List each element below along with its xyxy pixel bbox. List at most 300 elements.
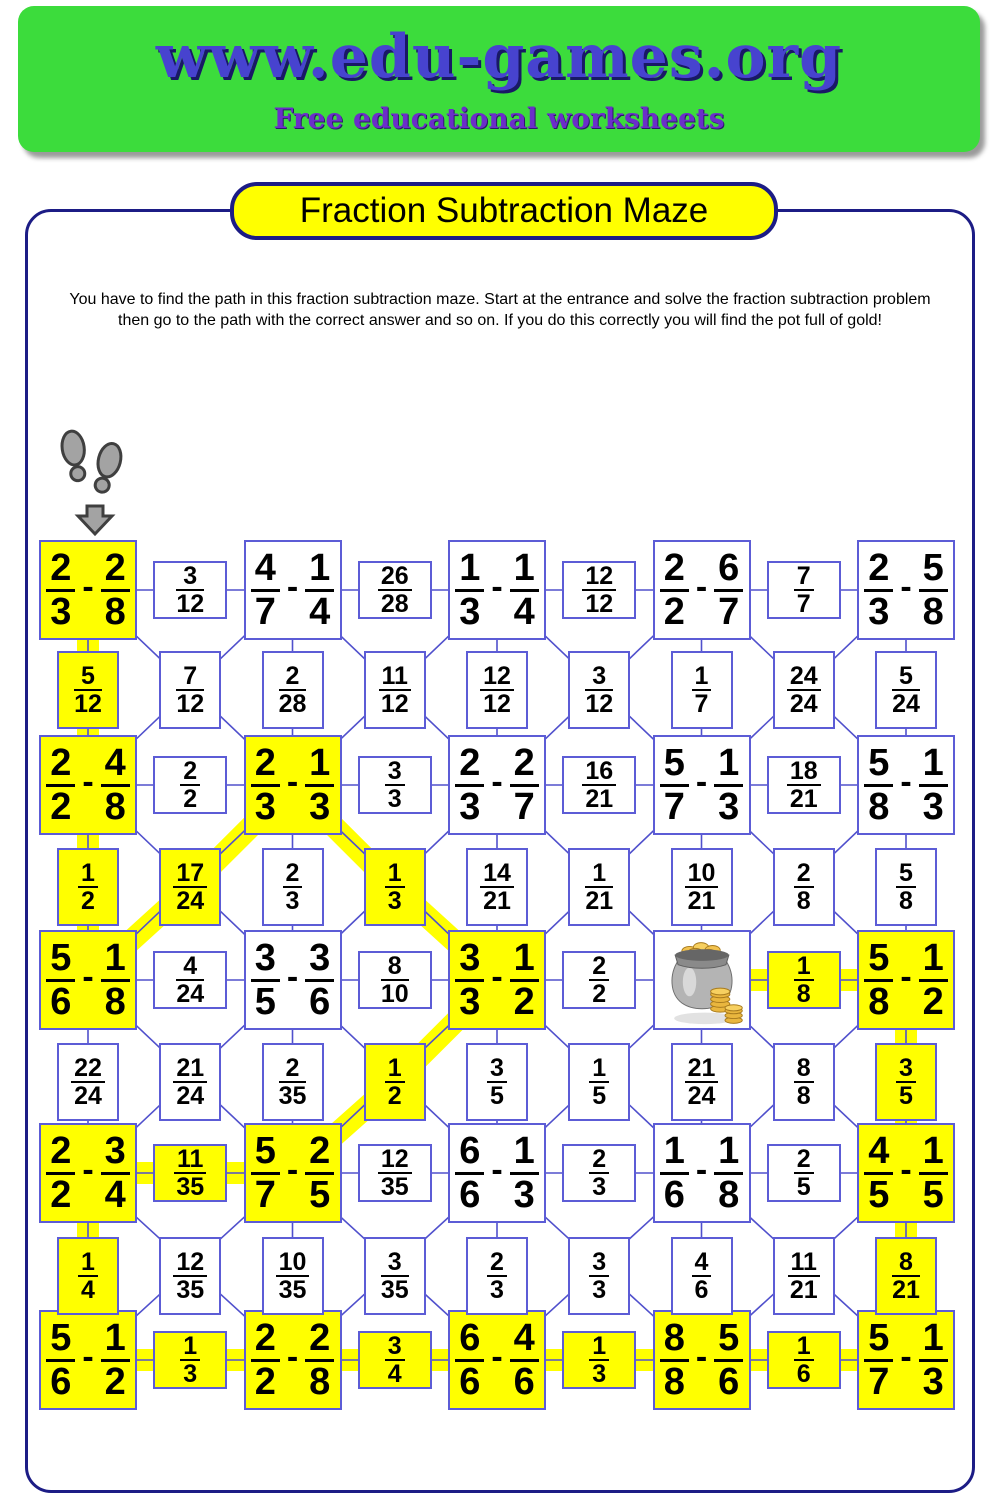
problem-box: [653, 735, 751, 835]
fraction-numerator: 2: [660, 548, 689, 591]
vertical-answer-box: [773, 848, 835, 926]
horizontal-answer-box: [358, 1144, 432, 1202]
fraction: [787, 663, 821, 718]
fraction-denominator: 6: [718, 1360, 740, 1403]
fraction-denominator: 3: [387, 785, 402, 813]
fraction-numerator: 4: [864, 1131, 893, 1174]
fraction: [385, 1333, 405, 1388]
vertical-answer-box: [773, 1237, 835, 1315]
horizontal-answer-box: [358, 561, 432, 619]
fraction: [589, 1249, 609, 1304]
fraction: [176, 953, 204, 1008]
vertical-answer-box: [466, 848, 528, 926]
minus-sign: -: [900, 567, 912, 606]
fraction-numerator: 3: [101, 1131, 130, 1174]
fraction-numerator: 18: [787, 758, 821, 787]
fraction-numerator: 2: [283, 860, 303, 889]
fraction: [510, 1318, 539, 1402]
fraction-numerator: 3: [251, 938, 280, 981]
fraction: [794, 860, 814, 915]
vertical-answer-box: [773, 1043, 835, 1121]
fraction-denominator: 4: [513, 590, 535, 633]
vertical-answer-box: [364, 1237, 426, 1315]
fraction-numerator: 8: [381, 953, 409, 982]
fraction: [589, 953, 609, 1008]
fraction-denominator: 2: [592, 980, 607, 1008]
fraction: [385, 1055, 405, 1110]
fraction: [788, 1249, 820, 1304]
fraction: [896, 1055, 916, 1110]
fraction-numerator: 22: [71, 1055, 105, 1084]
minus-sign: -: [491, 1150, 503, 1189]
minus-sign: -: [286, 1150, 299, 1189]
fraction-numerator: 1: [589, 1055, 609, 1084]
fraction-numerator: 1: [714, 1131, 743, 1174]
instructions-text: You have to find the path in this fraction subtraction maze. Start at the entrance and solve the fraction subtraction problem then go to the path with the correct answer and so on. If you do this correctly you will find the pot full of gold!: [69, 291, 931, 330]
fraction-numerator: 4: [101, 743, 130, 786]
fraction-numerator: 8: [794, 1055, 814, 1084]
problem-box: [448, 1123, 546, 1223]
fraction-numerator: 12: [480, 663, 514, 692]
fraction-denominator: 8: [663, 1360, 685, 1403]
fraction-denominator: 12: [585, 690, 614, 718]
fraction: [251, 1131, 280, 1215]
fraction: [305, 1318, 334, 1402]
fraction-denominator: 6: [50, 980, 72, 1023]
fraction: [480, 663, 514, 718]
fraction-denominator: 2: [50, 785, 72, 828]
vertical-answer-box: [364, 651, 426, 729]
fraction-numerator: 4: [692, 1249, 712, 1278]
fraction: [892, 663, 920, 718]
minus-sign: -: [695, 567, 708, 606]
problem-box: [39, 540, 137, 640]
problem-box: [653, 1310, 751, 1410]
horizontal-answer-box: [562, 1144, 636, 1202]
vertical-answer-box: [57, 1237, 119, 1315]
fraction-numerator: 3: [381, 1249, 409, 1278]
fraction-denominator: 35: [176, 1276, 205, 1304]
fraction-numerator: 7: [176, 663, 204, 692]
minus-sign: -: [491, 762, 503, 801]
fraction-numerator: 2: [589, 953, 609, 982]
fraction: [305, 1131, 334, 1215]
fraction-denominator: 5: [922, 1173, 944, 1216]
fraction-denominator: 3: [50, 590, 72, 633]
fraction-denominator: 6: [513, 1360, 535, 1403]
fraction: [794, 1055, 814, 1110]
fraction-denominator: 12: [585, 590, 614, 618]
fraction-numerator: 1: [510, 938, 539, 981]
fraction-numerator: 2: [46, 1131, 75, 1174]
fraction-denominator: 7: [663, 785, 685, 828]
fraction-denominator: 24: [789, 690, 818, 718]
horizontal-answer-box: [562, 561, 636, 619]
fraction-numerator: 12: [582, 563, 616, 592]
fraction-numerator: 1: [455, 548, 484, 591]
fraction: [455, 743, 484, 827]
fraction-numerator: 4: [251, 548, 280, 591]
fraction-denominator: 12: [483, 690, 511, 718]
fraction-numerator: 5: [864, 1318, 893, 1361]
fraction-denominator: 12: [380, 690, 409, 718]
fraction: [487, 1249, 507, 1304]
minus-sign: -: [286, 567, 299, 606]
fraction-denominator: 6: [309, 980, 331, 1023]
fraction-numerator: 1: [101, 1318, 130, 1361]
fraction: [46, 938, 75, 1022]
vertical-answer-box: [875, 1237, 937, 1315]
fraction-numerator: 1: [78, 1249, 98, 1278]
fraction-numerator: 12: [173, 1249, 207, 1278]
horizontal-answer-box: [153, 1144, 227, 1202]
vertical-answer-box: [262, 1043, 324, 1121]
minus-sign: -: [286, 957, 299, 996]
fraction: [585, 663, 613, 718]
fraction-denominator: 2: [513, 980, 535, 1023]
fraction-denominator: 24: [176, 980, 205, 1008]
fraction-numerator: 1: [305, 548, 334, 591]
fraction-numerator: 5: [714, 1318, 743, 1361]
problem-box: [244, 1123, 342, 1223]
fraction: [864, 548, 893, 632]
fraction-denominator: 21: [585, 887, 614, 915]
problem-box: [39, 735, 137, 835]
vertical-answer-box: [57, 651, 119, 729]
fraction-numerator: 1: [101, 938, 130, 981]
fraction-numerator: 5: [660, 743, 689, 786]
fraction: [74, 663, 102, 718]
fraction-denominator: 8: [309, 1360, 331, 1403]
horizontal-answer-box: [562, 951, 636, 1009]
fraction-numerator: 3: [585, 663, 613, 692]
fraction-numerator: 5: [892, 663, 920, 692]
horizontal-answer-box: [153, 561, 227, 619]
problem-box: [857, 1123, 955, 1223]
fraction-numerator: 3: [589, 1249, 609, 1278]
vertical-answer-box: [875, 1043, 937, 1121]
fraction-denominator: 3: [592, 1276, 607, 1304]
fraction-numerator: 2: [46, 743, 75, 786]
minus-sign: -: [695, 1150, 708, 1189]
fraction: [173, 860, 207, 915]
fraction-denominator: 21: [585, 785, 614, 813]
fraction-denominator: 7: [254, 1173, 276, 1216]
fraction-numerator: 1: [919, 1318, 948, 1361]
fraction-denominator: 3: [459, 785, 481, 828]
fraction-denominator: 7: [868, 1360, 890, 1403]
vertical-answer-box: [466, 1043, 528, 1121]
fraction: [919, 938, 948, 1022]
fraction: [510, 743, 539, 827]
fraction-numerator: 3: [385, 1333, 405, 1362]
fraction-denominator: 8: [796, 887, 811, 915]
fraction-numerator: 2: [794, 860, 814, 889]
horizontal-answer-box: [358, 756, 432, 814]
fraction-denominator: 3: [718, 785, 740, 828]
minus-sign: -: [695, 762, 708, 801]
minus-sign: -: [491, 957, 503, 996]
fraction-numerator: 2: [455, 743, 484, 786]
fraction-numerator: 2: [180, 758, 200, 787]
fraction: [251, 938, 280, 1022]
fraction-denominator: 24: [176, 887, 205, 915]
fraction: [455, 548, 484, 632]
fraction-numerator: 10: [685, 860, 719, 889]
fraction-numerator: 2: [46, 548, 75, 591]
fraction-denominator: 8: [104, 785, 126, 828]
fraction-denominator: 21: [483, 887, 511, 915]
fraction-denominator: 5: [796, 1173, 811, 1201]
vertical-answer-box: [466, 651, 528, 729]
fraction: [455, 1318, 484, 1402]
problem-box: [39, 930, 137, 1030]
fraction: [919, 548, 948, 632]
fraction-numerator: 5: [864, 938, 893, 981]
fraction: [589, 1055, 609, 1110]
horizontal-answer-box: [767, 561, 841, 619]
problem-box: [244, 540, 342, 640]
fraction-denominator: 2: [81, 887, 95, 915]
fraction-denominator: 5: [309, 1173, 331, 1216]
vertical-answer-box: [466, 1237, 528, 1315]
minus-sign: -: [82, 567, 94, 606]
fraction-denominator: 4: [81, 1276, 95, 1304]
fraction-numerator: 2: [101, 548, 130, 591]
fraction: [46, 1131, 75, 1215]
fraction-numerator: 2: [305, 1318, 334, 1361]
vertical-answer-box: [262, 651, 324, 729]
vertical-answer-box: [568, 1043, 630, 1121]
fraction: [794, 563, 814, 618]
fraction: [685, 860, 719, 915]
fraction-numerator: 11: [379, 663, 411, 692]
fraction-denominator: 6: [694, 1276, 709, 1304]
fraction-numerator: 2: [510, 743, 539, 786]
vertical-answer-box: [773, 651, 835, 729]
fraction: [660, 743, 689, 827]
fraction-numerator: 6: [455, 1131, 484, 1174]
fraction-numerator: 1: [510, 1131, 539, 1174]
vertical-answer-box: [568, 1237, 630, 1315]
vertical-answer-box: [159, 651, 221, 729]
fraction-numerator: 2: [251, 1318, 280, 1361]
fraction-numerator: 1: [794, 953, 814, 982]
vertical-answer-box: [671, 651, 733, 729]
fraction-denominator: 35: [278, 1082, 307, 1110]
vertical-answer-box: [671, 848, 733, 926]
fraction: [714, 1318, 743, 1402]
fraction: [480, 860, 514, 915]
fraction-denominator: 8: [718, 1173, 740, 1216]
fraction: [78, 1249, 98, 1304]
horizontal-answer-box: [562, 756, 636, 814]
fraction: [276, 1249, 310, 1304]
horizontal-answer-box: [767, 756, 841, 814]
fraction-numerator: 6: [714, 548, 743, 591]
fraction: [385, 860, 405, 915]
pot-of-gold-icon: [655, 932, 749, 1028]
fraction: [176, 563, 204, 618]
fraction-denominator: 6: [50, 1360, 72, 1403]
fraction-numerator: 1: [794, 1333, 814, 1362]
fraction-numerator: 14: [480, 860, 514, 889]
fraction: [251, 1318, 280, 1402]
vertical-answer-box: [364, 848, 426, 926]
fraction-numerator: 5: [864, 743, 893, 786]
fraction-denominator: 21: [789, 785, 818, 813]
fraction-numerator: 17: [173, 860, 207, 889]
horizontal-answer-box: [358, 951, 432, 1009]
fraction-numerator: 1: [385, 1055, 405, 1084]
fraction: [510, 1131, 539, 1215]
fraction: [251, 743, 280, 827]
fraction-numerator: 4: [176, 953, 204, 982]
problem-box: [448, 1310, 546, 1410]
vertical-answer-box: [57, 1043, 119, 1121]
fraction-numerator: 7: [794, 563, 814, 592]
fraction-denominator: 8: [796, 1082, 811, 1110]
fraction-numerator: 3: [176, 563, 204, 592]
horizontal-answer-box: [767, 951, 841, 1009]
horizontal-answer-box: [767, 1144, 841, 1202]
fraction-denominator: 5: [490, 1082, 504, 1110]
fraction-denominator: 3: [459, 590, 481, 633]
fraction: [46, 743, 75, 827]
horizontal-answer-box: [153, 1331, 227, 1389]
problem-box: [448, 540, 546, 640]
fraction-numerator: 2: [794, 1146, 814, 1175]
fraction: [378, 563, 412, 618]
fraction-denominator: 24: [176, 1082, 205, 1110]
fraction-denominator: 7: [254, 590, 276, 633]
fraction-denominator: 3: [309, 785, 331, 828]
vertical-answer-box: [262, 1237, 324, 1315]
fraction: [864, 1318, 893, 1402]
fraction-numerator: 1: [385, 860, 405, 889]
fraction-denominator: 35: [176, 1173, 205, 1201]
fraction: [176, 663, 204, 718]
problem-box: [653, 1123, 751, 1223]
vertical-answer-box: [159, 1237, 221, 1315]
fraction-denominator: 12: [176, 590, 205, 618]
fraction-numerator: 2: [305, 1131, 334, 1174]
fraction: [180, 1333, 200, 1388]
horizontal-answer-box: [153, 951, 227, 1009]
fraction-denominator: 3: [183, 1360, 198, 1388]
vertical-answer-box: [159, 1043, 221, 1121]
fraction-denominator: 7: [513, 785, 535, 828]
minus-sign: -: [491, 567, 503, 606]
minus-sign: -: [82, 1150, 94, 1189]
fraction: [589, 1333, 609, 1388]
horizontal-answer-box: [358, 1331, 432, 1389]
fraction: [279, 1055, 307, 1110]
fraction-numerator: 2: [589, 1146, 609, 1175]
fraction-denominator: 3: [922, 785, 944, 828]
problem-box: [448, 735, 546, 835]
fraction: [794, 953, 814, 1008]
fraction-denominator: 28: [380, 590, 409, 618]
fraction: [487, 1055, 507, 1110]
fraction-numerator: 26: [378, 563, 412, 592]
problem-box: [653, 540, 751, 640]
fraction: [919, 743, 948, 827]
horizontal-answer-box: [153, 756, 227, 814]
problem-box: [857, 540, 955, 640]
fraction-denominator: 3: [592, 1360, 607, 1388]
fraction-denominator: 6: [459, 1360, 481, 1403]
fraction-numerator: 6: [455, 1318, 484, 1361]
horizontal-answer-box: [767, 1331, 841, 1389]
fraction-denominator: 35: [380, 1276, 409, 1304]
fraction-numerator: 1: [585, 860, 613, 889]
minus-sign: -: [286, 762, 299, 801]
vertical-answer-box: [875, 848, 937, 926]
fraction: [714, 548, 743, 632]
fraction-numerator: 16: [582, 758, 616, 787]
fraction: [305, 548, 334, 632]
page-title: Fraction Subtraction Maze: [230, 182, 778, 240]
minus-sign: -: [491, 1337, 503, 1376]
site-tagline: Free educational worksheets: [273, 102, 725, 135]
fraction: [101, 1318, 130, 1402]
fraction-denominator: 2: [663, 590, 685, 633]
fraction-denominator: 5: [592, 1082, 607, 1110]
fraction-denominator: 6: [459, 1173, 481, 1216]
fraction-denominator: 10: [380, 980, 409, 1008]
problem-box: [244, 735, 342, 835]
fraction-denominator: 3: [387, 887, 402, 915]
vertical-answer-box: [159, 848, 221, 926]
fraction-numerator: 1: [78, 860, 98, 889]
fraction: [582, 758, 616, 813]
fraction-denominator: 6: [663, 1173, 685, 1216]
problem-box: [39, 1310, 137, 1410]
fraction-numerator: 5: [46, 938, 75, 981]
vertical-answer-box: [262, 848, 324, 926]
problem-box: [448, 930, 546, 1030]
fraction-denominator: 21: [892, 1276, 920, 1304]
fraction: [794, 1146, 814, 1201]
fraction-denominator: 2: [50, 1173, 72, 1216]
fraction-numerator: 3: [896, 1055, 916, 1084]
fraction: [180, 758, 200, 813]
fraction-denominator: 5: [254, 980, 276, 1023]
fraction-denominator: 3: [922, 1360, 944, 1403]
fraction: [660, 548, 689, 632]
fraction-numerator: 2: [251, 743, 280, 786]
problem-box: [857, 930, 955, 1030]
fraction-numerator: 4: [510, 1318, 539, 1361]
fraction: [919, 1318, 948, 1402]
fraction-denominator: 5: [899, 1082, 913, 1110]
fraction-denominator: 3: [490, 1276, 504, 1304]
problem-box: [857, 1310, 955, 1410]
fraction: [101, 938, 130, 1022]
fraction-numerator: 1: [660, 1131, 689, 1174]
fraction-denominator: 8: [922, 590, 944, 633]
fraction: [101, 743, 130, 827]
fraction: [283, 860, 303, 915]
fraction: [892, 1249, 920, 1304]
fraction-denominator: 2: [387, 1082, 402, 1110]
fraction-numerator: 1: [589, 1333, 609, 1362]
fraction: [864, 1131, 893, 1215]
fraction-denominator: 8: [796, 980, 811, 1008]
minus-sign: -: [900, 1337, 912, 1376]
fraction: [510, 938, 539, 1022]
